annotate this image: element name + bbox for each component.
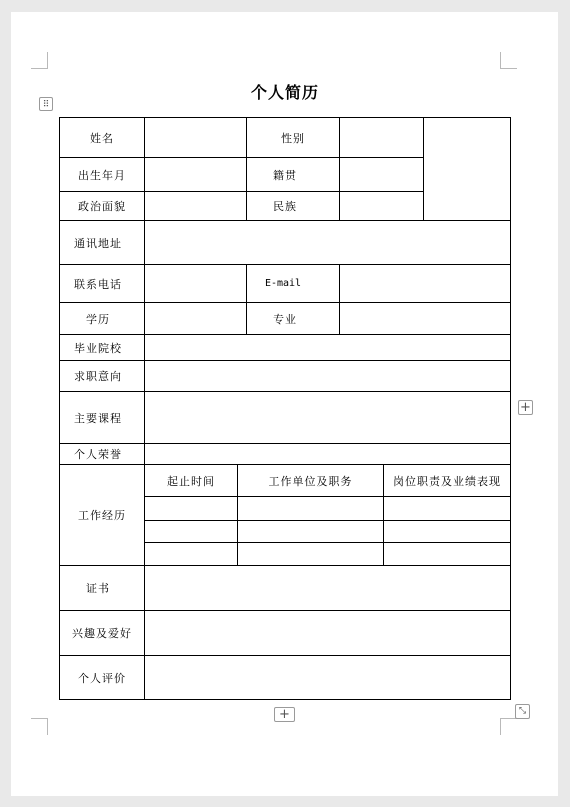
email-input-cell[interactable] (340, 265, 510, 302)
certificates-input-cell[interactable] (145, 566, 510, 610)
label-certificates: 证书 (86, 582, 110, 595)
work-header-duties-performance: 岗位职责及业绩表现 (393, 474, 501, 488)
label-work-experience: 工作经历 (78, 509, 126, 522)
phone-input-cell[interactable] (145, 265, 246, 302)
label-honors: 个人荣誉 (74, 448, 122, 461)
birth-input-cell[interactable] (145, 158, 246, 191)
education-input-cell[interactable] (145, 303, 246, 334)
work-experience-rows[interactable] (145, 497, 510, 565)
honors-input-cell[interactable] (145, 444, 510, 464)
political-status-input-cell[interactable] (145, 192, 246, 220)
label-main-courses: 主要课程 (74, 411, 122, 425)
label-school: 毕业院校 (74, 341, 122, 355)
label-major: 专业 (273, 312, 297, 326)
job-intention-input-cell[interactable] (145, 361, 510, 391)
label-name: 姓名 (90, 131, 114, 145)
label-education: 学历 (86, 312, 110, 326)
native-place-input-cell[interactable] (340, 158, 423, 191)
label-phone: 联系电话 (74, 277, 122, 291)
label-gender: 性别 (281, 131, 305, 145)
label-hobbies: 兴趣及爱好 (72, 627, 132, 640)
self-evaluation-input-cell[interactable] (145, 656, 510, 699)
label-email: E-mail (264, 278, 302, 289)
page-title: 个人简历 (250, 83, 319, 102)
table-resize-icon[interactable]: ⤡ (515, 704, 530, 719)
add-row-plus-icon[interactable]: + (274, 707, 295, 722)
name-input-cell[interactable] (145, 118, 246, 157)
table-move-handle-icon[interactable]: ⠿ (39, 97, 53, 111)
label-address: 通讯地址 (74, 236, 122, 250)
add-column-plus-icon[interactable]: + (518, 400, 533, 415)
major-input-cell[interactable] (340, 303, 510, 334)
address-input-cell[interactable] (145, 221, 510, 264)
label-ethnicity: 民族 (273, 200, 297, 213)
photo-cell[interactable] (424, 118, 510, 220)
ethnicity-input-cell[interactable] (340, 192, 423, 220)
school-input-cell[interactable] (145, 335, 510, 360)
gender-input-cell[interactable] (340, 118, 423, 157)
label-political-status: 政治面貌 (78, 200, 126, 213)
work-header-company-position: 工作单位及职务 (268, 474, 353, 488)
work-header-period: 起止时间 (167, 474, 215, 488)
label-self-evaluation: 个人评价 (78, 671, 126, 685)
main-courses-input-cell[interactable] (145, 392, 510, 443)
hobbies-input-cell[interactable] (145, 611, 510, 655)
label-birth: 出生年月 (78, 168, 126, 182)
label-native-place: 籍贯 (273, 168, 297, 182)
label-job-intention: 求职意向 (74, 370, 122, 383)
